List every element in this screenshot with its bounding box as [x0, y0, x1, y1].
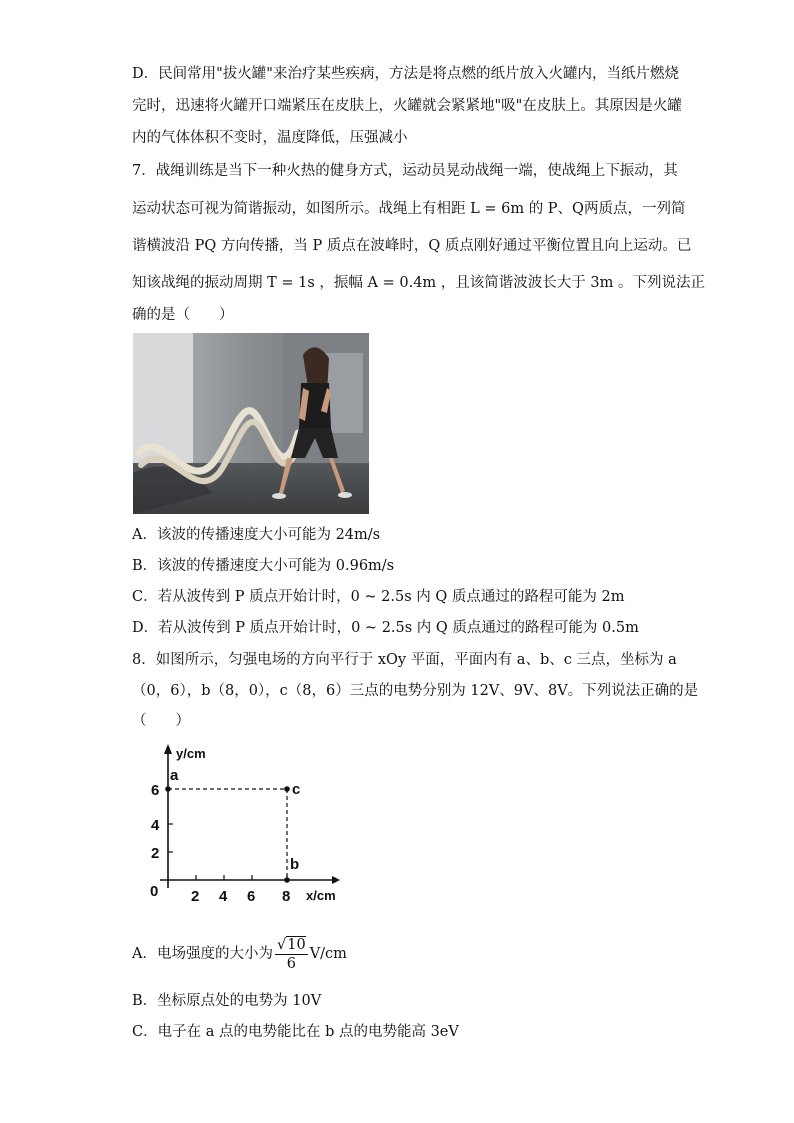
- x-tick-label-8: 8: [282, 888, 291, 905]
- q7-option-b: B．该波的传播速度大小可能为 0.96m/s: [132, 558, 395, 574]
- q8-option-b: B．坐标原点处的电势为 10V: [132, 993, 322, 1009]
- coordinate-graph: [140, 738, 340, 906]
- q7-stem-line-2: 运动状态可视为简谐振动，如图所示。战绳上有相距 L = 6m 的 P、Q两质点，一列简: [132, 201, 686, 217]
- coordinate-graph-svg: [140, 738, 340, 906]
- q6-option-d-line-3: 内的气体体积不变时，温度降低，压强减小: [132, 130, 408, 146]
- q6-option-d-line-2: 完时，迅速将火罐开口端紧压在皮肤上，火罐就会紧紧地"吸"在皮肤上。其原因是火罐: [132, 98, 682, 114]
- x-axis-label: x/cm: [306, 888, 336, 903]
- q7-stem-line-3: 谐横波沿 PQ 方向传播，当 P 质点在波峰时，Q 质点刚好通过平衡位置且向上运动。已: [132, 238, 692, 254]
- y-axis-label: y/cm: [176, 746, 206, 761]
- x-axis-arrow: [332, 876, 340, 884]
- battle-rope-photo: [133, 333, 369, 514]
- q8-stem-line-2: （0，6），b（8，0），c（8，6）三点的电势分别为 12V、9V、8V。下列说法正确的是: [132, 683, 699, 699]
- point-b-label: b: [290, 856, 300, 873]
- x-tick-label-6: 6: [247, 888, 256, 905]
- y-axis-arrow: [164, 744, 172, 754]
- q6-option-d-line-1: D．民间常用"拔火罐"来治疗某些疾病，方法是将点燃的纸片放入火罐内，当纸片燃烧: [132, 66, 679, 82]
- y-tick-label-6: 6: [151, 782, 160, 799]
- q8-option-a-unit: V/cm: [309, 946, 347, 962]
- x-tick-label-4: 4: [219, 888, 228, 905]
- y-tick-label-4: 4: [151, 817, 160, 834]
- fraction-numerator: 10: [287, 936, 306, 953]
- point-b-dot: [284, 877, 290, 883]
- origin-label: 0: [150, 883, 159, 900]
- fraction-denominator: 6: [286, 955, 296, 972]
- q8-option-c: C．电子在 a 点的电势能比在 b 点的电势能高 3eV: [132, 1024, 459, 1040]
- q8-stem-line-1: 8．如图所示，匀强电场的方向平行于 xOy 平面，平面内有 a、b、c 三点，坐标为 a: [132, 652, 677, 668]
- q8-stem-line-3: （ ）: [132, 713, 190, 729]
- field-strength-fraction: $\frac{√10}{6}$: [276, 936, 306, 972]
- battle-rope-illustration: [133, 333, 369, 514]
- point-c-label: c: [292, 781, 301, 798]
- q8-option-a-prefix: A．电场强度的大小为: [132, 946, 273, 962]
- q7-option-c: C．若从波传到 P 质点开始计时，0 ~ 2.5s 内 Q 质点通过的路程可能为 2m: [132, 589, 625, 605]
- q8-option-a: [132, 932, 347, 976]
- q7-stem-line-4: 知该战绳的振动周期 T = 1s ，振幅 A = 0.4m ，且该简谐波波长大于 3m 。下列说法正: [132, 275, 705, 291]
- x-tick-label-2: 2: [191, 888, 200, 905]
- q7-stem-line-5: 确的是（ ）: [132, 307, 234, 323]
- q7-stem-line-1: 7．战绳训练是当下一种火热的健身方式，运动员晃动战绳一端，使战绳上下振动，其: [132, 163, 678, 179]
- y-tick-label-2: 2: [151, 845, 160, 862]
- point-c-dot: [284, 786, 290, 792]
- point-a-label: a: [170, 767, 179, 784]
- q7-option-a: A．该波的传播速度大小可能为 24m/s: [132, 527, 381, 543]
- point-a-dot: [165, 786, 171, 792]
- q7-option-d: D．若从波传到 P 质点开始计时，0 ~ 2.5s 内 Q 质点通过的路程可能为 0.5m: [132, 620, 639, 636]
